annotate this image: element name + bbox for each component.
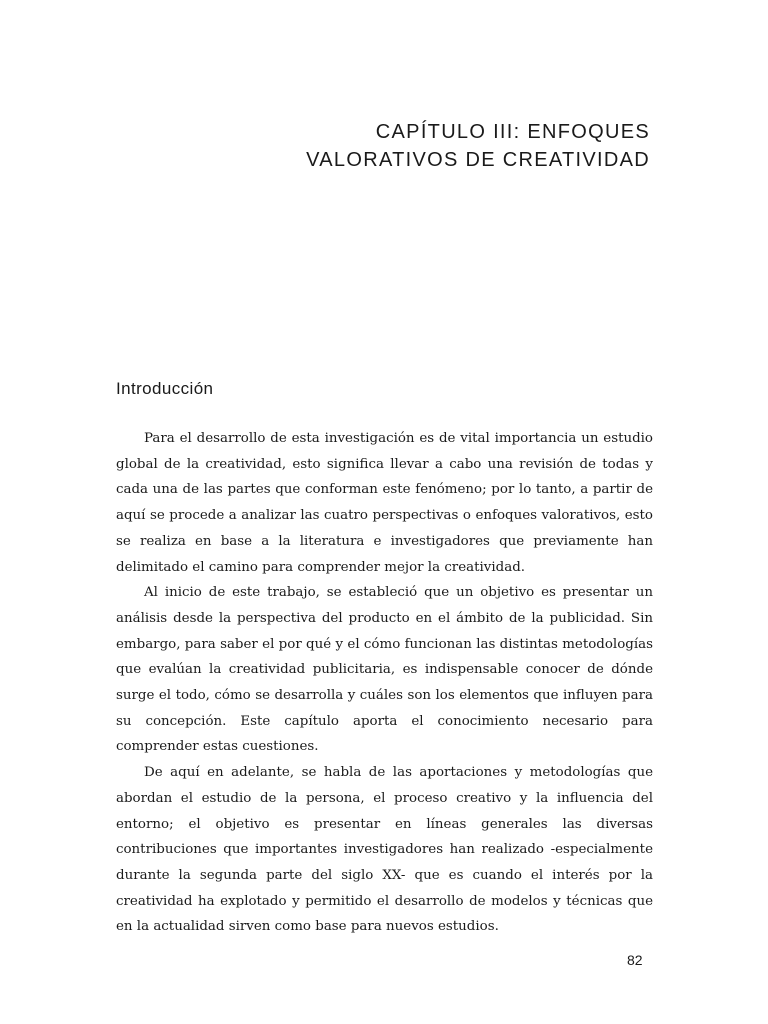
page-number: 82 <box>627 952 643 968</box>
chapter-title <box>306 118 650 174</box>
body-text <box>116 426 653 940</box>
chapter-title-line-1: CAPÍTULO III: ENFOQUES <box>375 121 650 143</box>
section-heading: Introducción <box>116 379 214 398</box>
chapter-title-line-2: VALORATIVOS DE CREATIVIDAD <box>306 149 650 171</box>
paragraph-3: De aquí en adelante, se habla de las aportaciones y metodologías que abordan el estudio de la persona, el proceso creativo y la influencia del entorno; el objetivo es presentar en líneas generales las diversas contribuciones que importantes investigadores han realizado -especialmente durante la segunda parte del siglo XX- que es cuando el interés por la creatividad ha explotado y permitido el desarrollo de modelos y técnicas que en la actualidad sirven como base para nuevos estudios. <box>116 765 653 935</box>
paragraph-1: Para el desarrollo de esta investigación es de vital importancia un estudio global de la creatividad, esto significa llevar a cabo una revisión de todas y cada una de las partes que conforman este fenómeno; por lo tanto, a partir de aquí se procede a analizar las cuatro perspectivas o enfoques valorativos, esto se realiza en base a la literatura e investigadores que previamente han delimitado el camino para comprender mejor la creatividad. <box>116 431 653 575</box>
paragraph-2: Al inicio de este trabajo, se estableció que un objetivo es presentar un análisis desde la perspectiva del producto en el ámbito de la publicidad. Sin embargo, para saber el por qué y el cómo funcionan las distintas metodologías que evalúan la creatividad publicitaria, es indispensable conocer de dónde surge el todo, cómo se desarrolla y cuáles son los elementos que influyen para su concepción. Este capítulo aporta el conocimiento necesario para comprender estas cuestiones. <box>116 585 653 755</box>
